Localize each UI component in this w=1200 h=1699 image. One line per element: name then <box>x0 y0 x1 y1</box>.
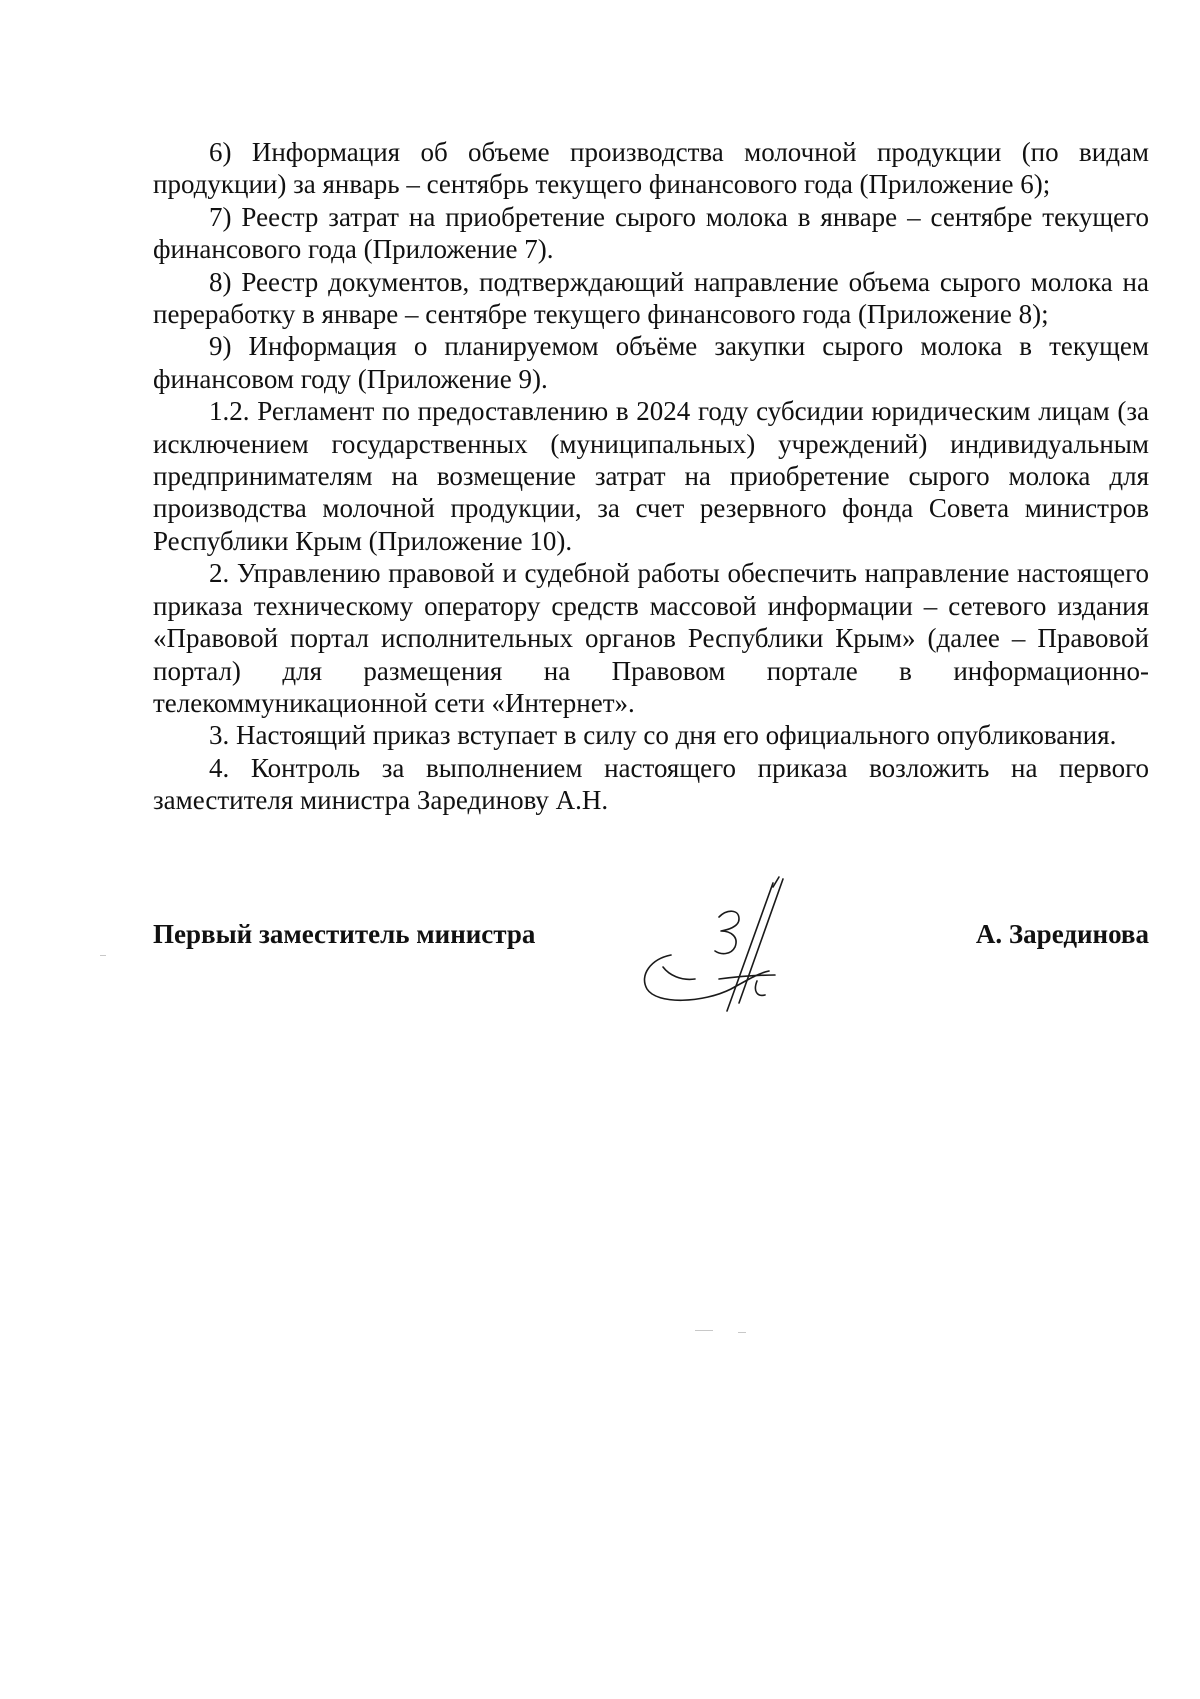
signatory-name: А. Зарединова <box>975 919 1149 949</box>
paragraph-clause-1-2: 1.2. Регламент по предоставлению в 2024 году субсидии юридическим лицам (за исключением государственных (муниципальных) учреждений) индивидуальным предпринимателям на возмещение затрат на приобретение сырого молока для производства молочной продукции, за счет резервного фонда Совета министров Республики Крым (Приложение 10). <box>153 396 1149 556</box>
paragraph-item-8: 8) Реестр документов, подтверждающий направление объема сырого молока на переработку в январе – сентябре текущего финансового года (Приложение 8); <box>153 266 1149 330</box>
signatory-position: Первый заместитель министра <box>153 919 536 949</box>
handwritten-signature <box>623 875 813 1015</box>
paragraph-item-7: 7) Реестр затрат на приобретение сырого молока в январе – сентябре текущего финансового года (Приложение 7). <box>153 201 1149 265</box>
document-body <box>153 136 1149 817</box>
paragraph-clause-4: 4. Контроль за выполнением настоящего приказа возложить на первого заместителя министра Зарединову А.Н. <box>153 752 1149 816</box>
scan-artifact <box>738 1332 746 1333</box>
scan-artifact <box>100 955 106 956</box>
scan-artifact <box>695 1330 713 1331</box>
paragraph-item-9: 9) Информация о планируемом объёме закупки сырого молока в текущем финансовом году (Приложение 9). <box>153 331 1149 394</box>
paragraph-clause-3: 3. Настоящий приказ вступает в силу со дня его официального опубликования. <box>209 720 1117 751</box>
signature-block <box>153 905 1149 1015</box>
paragraph-item-6: 6) Информация об объеме производства молочной продукции (по видам продукции) за январь – сентябрь текущего финансового года (Приложение 6); <box>153 137 1149 200</box>
paragraph-clause-2: 2. Управлению правовой и судебной работы обеспечить направление настоящего приказа техническому оператору средств массовой информации – сетевого издания «Правовой портал исполнительных органов Республики Крым» (далее – Правовой портал) для размещения на Правовом портале в информационно-телекоммуникационной сети «Интернет». <box>153 558 1149 718</box>
